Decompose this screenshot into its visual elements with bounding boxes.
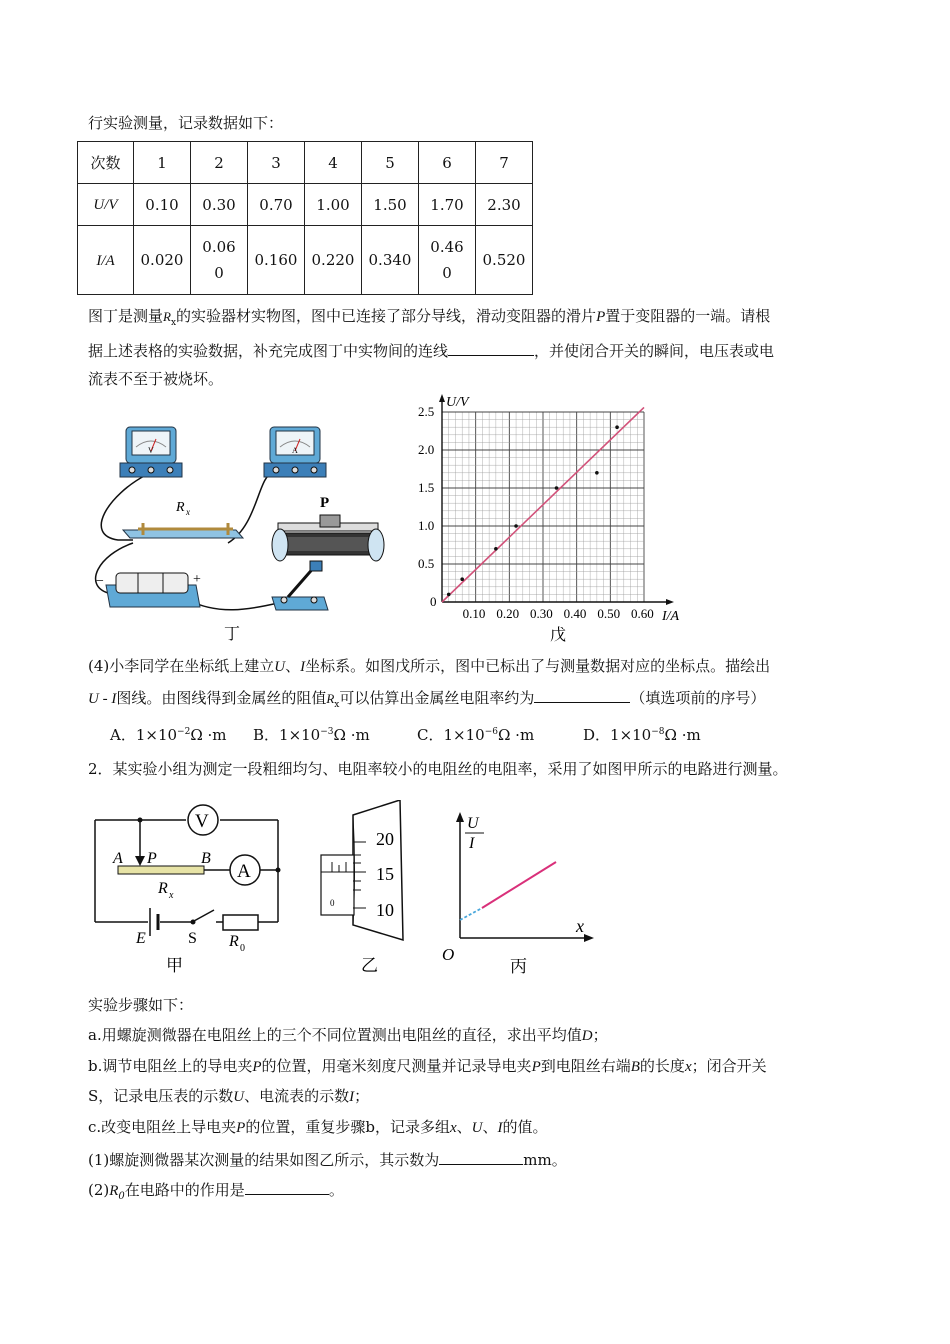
point-p-label: P <box>147 850 157 867</box>
text: mm。 <box>523 1151 567 1169</box>
switch-icon <box>194 910 214 921</box>
battery-minus: − <box>96 574 104 589</box>
table-cell: 0.30 <box>191 184 248 226</box>
row-header-i <box>78 226 134 295</box>
x-tick-label: 0.30 <box>530 606 553 621</box>
x-tick-label: 0.40 <box>563 606 587 621</box>
text: 在电路中的作用是 <box>124 1181 245 1199</box>
p-symbol: P <box>531 1059 541 1075</box>
text: 的位置，重复步骤b，记录多组 <box>245 1118 450 1136</box>
data-point <box>555 486 559 490</box>
text: 图丁是测量 <box>88 307 164 325</box>
x-symbol: x <box>684 1059 692 1075</box>
text: 的长度 <box>639 1057 685 1075</box>
row-header-u <box>78 184 134 226</box>
r0-subscript: 0 <box>118 1191 125 1202</box>
x-axis-label: x <box>576 916 584 936</box>
step-b-line1 <box>88 1056 767 1077</box>
voltmeter-icon <box>120 427 182 477</box>
tick-label: 15 <box>376 864 394 884</box>
table-cell: 1.50 <box>362 184 419 226</box>
y-axis-label: U/V <box>446 395 469 410</box>
point-b-label: B <box>201 850 211 867</box>
p-symbol: P <box>596 309 606 325</box>
table-cell: 0.020 <box>134 226 191 295</box>
text: 图线。由图线得到金属丝的阻值 <box>116 689 327 707</box>
table-cell: 3 <box>248 142 305 184</box>
option-base: 1×10 <box>610 726 652 744</box>
data-point <box>595 471 599 475</box>
option-d[interactable] <box>583 724 701 745</box>
option-letter: C． <box>417 726 444 744</box>
zero-label: 0 <box>330 898 335 908</box>
text: (2) <box>88 1181 110 1199</box>
table-cell: 1.00 <box>305 184 362 226</box>
step-c <box>88 1117 548 1138</box>
rx-sub-label: x <box>186 507 190 517</box>
text: ，并使闭合开关的瞬间，电压表或电 <box>534 342 775 360</box>
y-numerator: U <box>467 815 479 832</box>
text: 的位置，用毫米刻度尺测量并记录导电夹 <box>261 1057 532 1075</box>
text: ； <box>354 1087 370 1105</box>
para3-line1 <box>88 306 770 333</box>
i-symbol: I <box>300 659 306 675</box>
figure-caption-ding: 丁 <box>224 626 241 643</box>
figure-caption-yi: 乙 <box>361 956 378 975</box>
figure-ding <box>88 415 406 645</box>
x-axis-label: I/A <box>662 609 680 624</box>
d-symbol: D <box>581 1028 593 1044</box>
text: (1)螺旋测微器某次测量的结果如图乙所示，其示数为 <box>88 1151 440 1169</box>
steps-title: 实验步骤如下： <box>88 996 194 1014</box>
table-cell: 1.70 <box>419 184 476 226</box>
option-unit: Ω ·m <box>190 726 227 744</box>
r0-symbol: R <box>109 1183 119 1199</box>
rx-symbol: R <box>163 309 171 324</box>
y-tick-label: 2.0 <box>418 442 435 457</box>
text: 、电流表的示数 <box>244 1087 350 1105</box>
step-b-line2 <box>88 1086 369 1107</box>
table-cell: 4 <box>305 142 362 184</box>
voltmeter-label: V <box>195 811 209 832</box>
origin-label: O <box>442 945 455 964</box>
step-a <box>88 1025 608 1046</box>
x-tick-label: 0.20 <box>496 606 520 621</box>
data-point <box>514 524 518 528</box>
data-point <box>460 577 464 581</box>
x-tick-label: 0.60 <box>631 606 654 621</box>
table-cell-wrapped: 0.060 <box>202 238 236 282</box>
u-symbol: U <box>233 1089 245 1105</box>
rx-subscript: x <box>170 318 177 328</box>
y-tick-label: 1.5 <box>418 480 435 495</box>
option-exp: −2 <box>177 727 191 737</box>
x-tick-label: 0.10 <box>462 606 486 621</box>
para3-line3: 流表不至于被烧坏。 <box>88 370 224 388</box>
switch-s-label: S <box>188 930 197 947</box>
figure-jia-circuit <box>88 800 293 980</box>
table-cell: 0.70 <box>248 184 305 226</box>
table-cell: 0.340 <box>362 226 419 295</box>
rheostat-icon <box>272 495 384 561</box>
table-cell: 7 <box>476 142 533 184</box>
y-tick-label: 0.5 <box>418 556 435 571</box>
y-tick-label: 1.0 <box>418 518 435 533</box>
figure-wu-chart <box>412 390 692 645</box>
wire <box>188 600 278 610</box>
ammeter-label: A <box>292 446 298 455</box>
x-symbol: x <box>449 1120 457 1136</box>
option-c[interactable] <box>417 724 534 745</box>
origin-label: 0 <box>430 594 437 609</box>
table-cell: 0.10 <box>134 184 191 226</box>
text: 据上述表格的实验数据，补充完成图丁中实物间的连线 <box>88 342 449 360</box>
battery-plus: + <box>193 572 201 587</box>
text: 、 <box>285 657 301 675</box>
battery-icon <box>96 572 201 607</box>
data-point <box>447 593 451 597</box>
ammeter-label: A <box>237 861 251 882</box>
q4-line2 <box>88 686 765 715</box>
table-cell: 1 <box>134 142 191 184</box>
option-unit: Ω ·m <box>497 726 535 744</box>
row-header-count: 次数 <box>78 142 134 184</box>
option-letter: A． <box>110 726 136 744</box>
tick-label: 10 <box>376 900 394 920</box>
p-symbol: P <box>252 1059 262 1075</box>
y-tick-label: 2.5 <box>418 404 435 419</box>
option-base: 1×10 <box>279 726 321 744</box>
text: a.用螺旋测微器在电阻丝上的三个不同位置测出电阻丝的直径，求出平均值 <box>88 1026 582 1044</box>
text: c.改变电阻丝上导电夹 <box>88 1118 237 1136</box>
answer-blank[interactable] <box>439 1148 523 1165</box>
tick-label: 20 <box>376 829 394 849</box>
option-unit: Ω ·m <box>664 726 701 744</box>
y-axis-arrow <box>439 394 445 402</box>
option-a[interactable] <box>110 724 227 745</box>
u-symbol: U <box>274 659 286 675</box>
option-base: 1×10 <box>135 726 178 744</box>
figure-caption-bing: 丙 <box>510 957 527 976</box>
point-a-label: A <box>113 850 123 867</box>
row-header-u-text: U/V <box>93 197 118 213</box>
table-cell: 5 <box>362 142 419 184</box>
u-symbol: U <box>471 1120 483 1136</box>
option-exp: −6 <box>484 727 498 737</box>
battery-e-label: E <box>136 930 146 947</box>
x-axis-arrow <box>666 599 674 605</box>
table-cell: 0.160 <box>248 226 305 295</box>
q4-line1 <box>88 656 770 677</box>
ammeter-icon <box>264 427 326 477</box>
option-b[interactable] <box>253 724 370 745</box>
b-symbol: B <box>630 1059 640 1075</box>
intro-text: 行实验测量，记录数据如下： <box>88 114 284 132</box>
text: 、 <box>456 1118 472 1136</box>
option-letter: D． <box>583 726 611 744</box>
figure-bing-graph <box>438 808 598 978</box>
data-point <box>494 547 498 551</box>
slider-p-label: P <box>320 495 330 511</box>
answer-blank[interactable] <box>245 1178 329 1195</box>
table-cell: 2 <box>191 142 248 184</box>
rx-label: R <box>158 880 168 897</box>
text: (4)小李同学在坐标纸上建立 <box>88 657 275 675</box>
resistance-wire-icon <box>123 500 243 538</box>
answer-blank[interactable] <box>448 339 534 356</box>
text: 。 <box>328 1181 344 1199</box>
rx-symbol: R <box>326 691 335 706</box>
data-point <box>615 425 619 429</box>
u-i-symbol: U - I <box>88 691 117 707</box>
text: b.调节电阻丝上的导电夹 <box>88 1057 253 1075</box>
i-symbol: I <box>349 1089 355 1105</box>
table-cell: 0.220 <box>305 226 362 295</box>
text: （填选项前的序号） <box>630 689 766 707</box>
i-symbol: I <box>497 1120 503 1136</box>
sub-question-1 <box>88 1148 567 1170</box>
figure-yi-micrometer <box>318 800 413 980</box>
option-letter: B． <box>253 726 280 744</box>
r0-sub-label: 0 <box>240 943 245 954</box>
resistor-r0 <box>223 915 258 930</box>
sub-question-2 <box>88 1178 344 1207</box>
figure-caption-wu: 戊 <box>550 627 567 644</box>
y-denominator: I <box>469 835 475 852</box>
q2-stem: 2．某实验小组为测定一段粗细均匀、电阻率较小的电阻丝的电阻率，采用了如图甲所示的电路进行测量。 <box>88 760 788 778</box>
option-unit: Ω ·m <box>333 726 370 744</box>
text: 坐标系。如图戊所示，图中已标出了与测量数据对应的坐标点。描绘出 <box>305 657 771 675</box>
table-cell-wrapped: 0.460 <box>430 238 464 282</box>
text: 可以估算出金属丝电阻率约为 <box>339 689 535 707</box>
rx-subscript: x <box>334 700 340 710</box>
rx-sub-label: x <box>169 890 174 901</box>
p-symbol: P <box>236 1120 246 1136</box>
figure-caption-jia: 甲 <box>166 956 183 975</box>
answer-blank[interactable] <box>534 686 630 703</box>
option-exp: −3 <box>320 727 334 737</box>
table-cell <box>191 226 248 295</box>
row-header-i-text: I/A <box>96 252 115 269</box>
r0-label: R <box>229 933 239 950</box>
option-exp: −8 <box>651 727 665 737</box>
resistance-wire <box>118 866 204 874</box>
para3-line2 <box>88 339 774 361</box>
switch-icon <box>272 561 328 610</box>
table-cell <box>419 226 476 295</box>
text: 置于变阻器的一端。请根 <box>605 307 771 325</box>
table-cell: 6 <box>419 142 476 184</box>
text: S，记录电压表的示数 <box>88 1087 234 1105</box>
text: 的实验器材实物图，图中已连接了部分导线，滑动变阻器的滑片 <box>176 307 597 325</box>
rx-label: R <box>176 500 185 515</box>
text: 的值。 <box>502 1118 548 1136</box>
voltmeter-label: V <box>148 446 154 455</box>
x-tick-label: 0.50 <box>597 606 621 621</box>
table-cell: 2.30 <box>476 184 533 226</box>
text: ；闭合开关 <box>691 1057 767 1075</box>
data-table <box>77 141 533 295</box>
text: ； <box>592 1026 608 1044</box>
text: 到电阻丝右端 <box>540 1057 631 1075</box>
option-base: 1×10 <box>443 726 485 744</box>
text: 、 <box>482 1118 498 1136</box>
table-cell: 0.520 <box>476 226 533 295</box>
